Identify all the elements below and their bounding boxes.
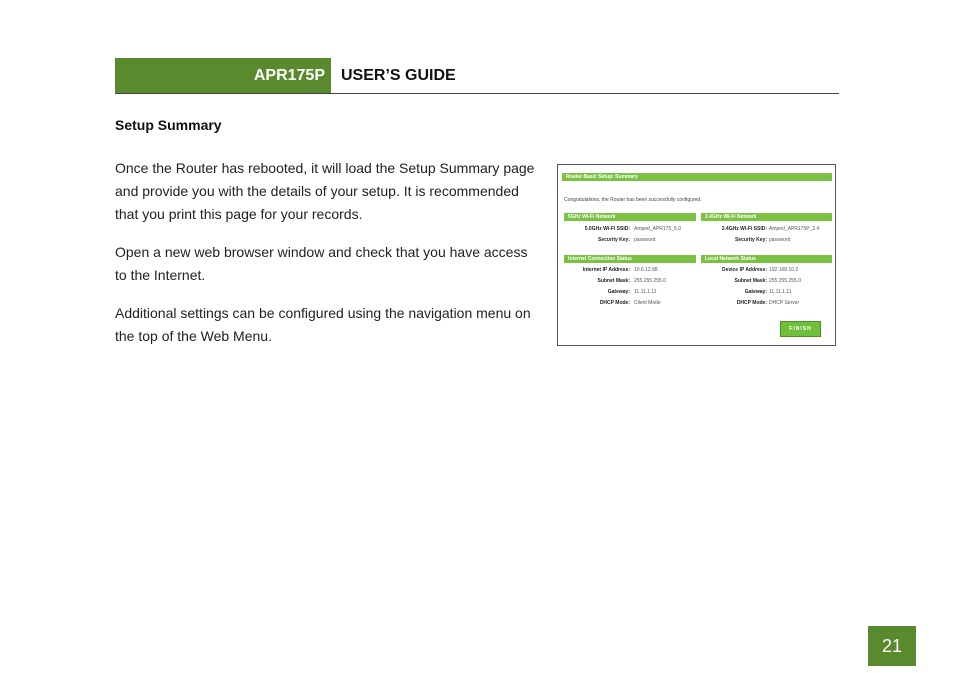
finish-button: FINISH xyxy=(780,321,821,337)
wifi24-heading: 2.4GHz Wi-Fi Network xyxy=(701,213,832,221)
internet-mask-label: Subnet Mask: xyxy=(597,278,630,284)
wifi24-ssid-value: Amped_APR175P_2.4 xyxy=(769,226,820,232)
internet-heading: Internet Connection Status xyxy=(564,255,696,263)
page-number: 21 xyxy=(868,626,916,666)
internet-ip-label: Internet IP Address: xyxy=(582,267,630,273)
wifi5-ssid-label: 5.0GHz Wi-Fi SSID: xyxy=(584,226,630,232)
local-heading: Local Network Status xyxy=(701,255,832,263)
local-ip-label: Device IP Address: xyxy=(721,267,767,273)
local-ip-value: 192.168.10.2 xyxy=(769,267,799,273)
wifi24-key-value: password xyxy=(769,237,791,243)
wifi5-ssid-value: Amped_APR175_5.0 xyxy=(634,226,681,232)
wifi5-key-value: password xyxy=(634,237,656,243)
local-dhcp-label: DHCP Mode: xyxy=(736,300,767,306)
internet-ip-value: 10.6.12.88 xyxy=(634,267,658,273)
local-mask-value: 255.255.255.0 xyxy=(769,278,801,284)
internet-mask-value: 255.255.255.0 xyxy=(634,278,666,284)
success-message: Congratulations, the Router has been successfully configured. xyxy=(564,197,702,203)
paragraph-internet-check: Open a new web browser window and check that you have access to the Internet. xyxy=(115,244,528,283)
internet-gateway-label: Gateway: xyxy=(607,289,630,295)
header-divider xyxy=(115,93,839,94)
wifi24-key-label: Security Key: xyxy=(735,237,767,243)
header-model: APR175P xyxy=(115,58,331,93)
local-gateway-value: 11.11.1.11 xyxy=(769,289,792,295)
header-title: USER’S GUIDE xyxy=(341,66,456,84)
local-gateway-label: Gateway: xyxy=(744,289,767,295)
paragraph-reboot: Once the Router has rebooted, it will load the Setup Summary page and provide you with the details of your setup. It is recommended that you print this page for your records. xyxy=(115,160,535,222)
wifi5-heading: 5GHz Wi-Fi Network xyxy=(564,213,696,221)
internet-dhcp-label: DHCP Mode: xyxy=(599,300,630,306)
wifi24-ssid-label: 2.4GHz Wi-Fi SSID: xyxy=(721,226,767,232)
internet-gateway-value: 11.11.1.11 xyxy=(634,289,657,295)
summary-title-bar: Router Basic Setup: Summary xyxy=(562,173,832,181)
section-heading: Setup Summary xyxy=(115,117,222,133)
local-dhcp-value: DHCP Server xyxy=(769,300,800,306)
wifi5-key-label: Security Key: xyxy=(598,237,630,243)
paragraph-additional-settings: Additional settings can be configured using the navigation menu on the top of the Web Menu. xyxy=(115,305,531,344)
internet-dhcp-value: Client Mode xyxy=(634,300,661,306)
local-mask-label: Subnet Mask: xyxy=(734,278,767,284)
setup-summary-screenshot xyxy=(557,164,836,346)
